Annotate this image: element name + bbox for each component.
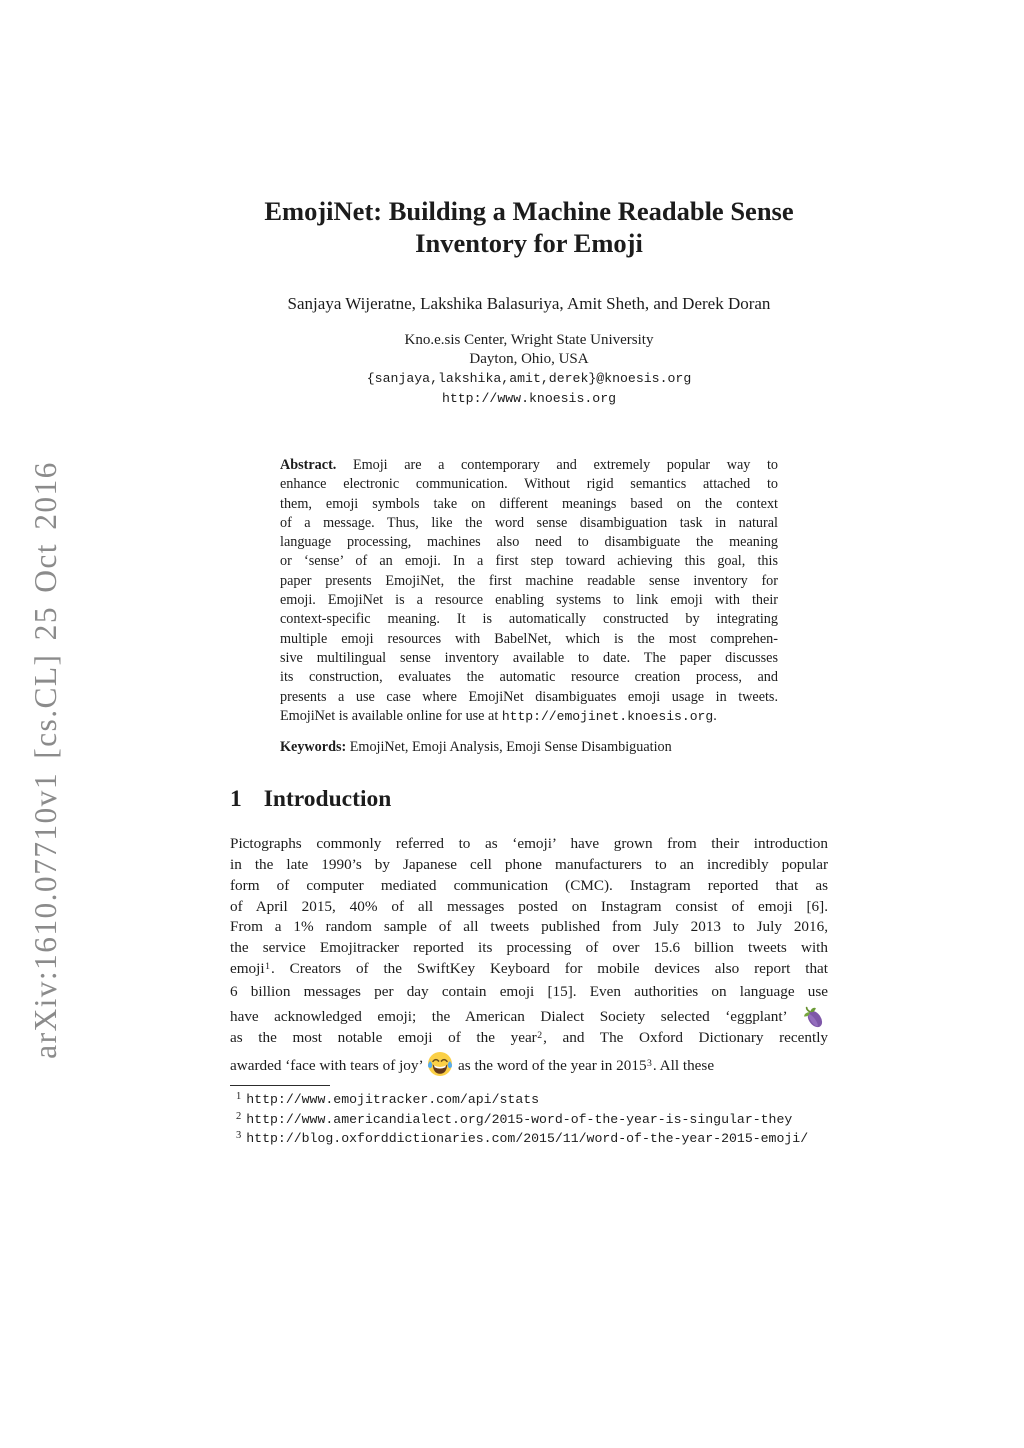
section-title: Introduction [263,786,392,812]
url-link[interactable]: http://emojinet.knoesis.org [501,708,714,724]
intro-line [230,1003,828,1028]
abstract-line [280,475,778,494]
footnotes-block [230,1091,830,1150]
text-segment: emoji. EmojiNet is a resource enabling systems to link emoji with their [280,592,778,609]
footnote-number: 2 [236,1110,242,1122]
introduction-paragraph [230,834,828,1079]
text-segment: enhance electronic communication. Without rigid semantics attached to [280,476,778,493]
abstract-line [280,649,778,668]
text-segment: form of computer mediated communication (CMC). Instagram reported that as [230,876,828,894]
text-segment: . [713,707,717,724]
text-segment: . All these [652,1057,715,1075]
footnote-item [230,1091,830,1111]
text-segment: EmojiNet, Emoji Analysis, Emoji Sense Disambiguation [346,739,672,755]
text-segment: sive multilingual sense inventory available to date. The paper discusses [280,649,778,666]
text-segment: them, emoji symbols take on different meanings based on the context [280,495,778,512]
footnote-number: 3 [236,1130,242,1142]
text-segment: From a 1% random sample of all tweets published from July 2013 to July 2016, [230,918,828,936]
keywords-line [280,739,800,756]
text-segment: the service Emojitracker reported its processing of over 15.6 billion tweets with [230,939,828,957]
text-segment: of a message. Thus, like the word sense disambiguation task in natural [280,514,778,531]
footnote-url[interactable]: http://blog.oxforddictionaries.com/2015/11/word-of-the-year-2015-emoji/ [246,1131,809,1147]
text-segment: paper presents EmojiNet, the first machine readable sense inventory for [280,572,778,589]
abstract-line [280,533,778,552]
footnote-url[interactable]: http://www.emojitracker.com/api/stats [246,1092,540,1107]
intro-line [230,876,828,897]
text-segment: awarded ‘face with tears of joy’ [230,1057,427,1075]
title-line-2: Inventory for Emoji [415,228,643,258]
footnote-marker: 2 [537,1029,543,1041]
footnote-item [230,1130,830,1150]
authors-line: Sanjaya Wijeratne, Lakshika Balasuriya, Amit Sheth, and Derek Doran [287,294,771,313]
abstract-line [280,668,778,687]
text-segment: as the most notable emoji of the year [230,1028,537,1046]
intro-line [230,917,828,938]
joy-emoji [426,1050,454,1077]
abstract-line [280,514,778,533]
abstract-line [280,688,778,707]
footnote-url[interactable]: http://www.americandialect.org/2015-word-of-the-year-is-singular-they [246,1111,793,1127]
abstract-line [280,630,778,649]
abstract-line [280,552,778,571]
text-segment: in the late 1990’s by Japanese cell phone manufacturers to an incredibly popular [230,855,828,873]
abstract-line [280,591,778,610]
arxiv-watermark: arXiv:1610.07710v1 [cs.CL] 25 Oct 2016 [28,461,63,1059]
section-number: 1 [230,786,242,812]
text-segment: emoji [230,960,265,978]
text-segment: of April 2015, 40% of all messages posted on Instagram consist of emoji [6]. [230,897,828,915]
text-segment: Keywords: [280,739,347,755]
text-segment: multiple emoji resources with BabelNet, which is the most comprehen- [280,630,778,647]
abstract-line [280,610,778,629]
eggplant-emoji [802,1003,828,1027]
text-segment: . Creators of the SwiftKey Keyboard for mobile devices also report that [270,960,828,978]
abstract-line [280,495,778,514]
footnote-marker: 1 [265,960,270,972]
text-segment: its construction, evaluates the automatic resource creation process, and [280,669,778,686]
abstract-line [280,456,778,475]
text-segment: Pictographs commonly referred to as ‘emoji’ have grown from their introduction [230,835,828,852]
intro-line [230,959,828,982]
abstract-line [280,707,778,726]
abstract-block [280,456,778,726]
email-line: {sanjaya,lakshika,amit,derek}@knoesis.org [366,371,692,387]
institution-line: Kno.e.sis Center, Wright State University [404,332,654,348]
intro-line [230,855,828,876]
text-segment: language processing, machines also need to disambiguate the meaning [280,534,778,551]
text-segment: EmojiNet is available online for use at [280,707,502,724]
intro-line [230,938,828,959]
website-link[interactable]: http://www.knoesis.org [441,390,617,406]
text-segment: presents a use case where EmojiNet disambiguates emoji usage in tweets. [280,688,778,705]
text-segment: as the word of the year in 2015 [454,1057,647,1075]
intro-line [230,1050,828,1079]
intro-line [230,834,828,855]
text-segment: , and The Oxford Dictionary recently [543,1028,829,1046]
text-segment: or ‘sense’ of an emoji. In a first step toward achieving this goal, this [280,553,778,570]
paper-title [34,195,1024,259]
abstract-line [280,572,778,591]
text-segment: context-specific meaning. It is automatically constructed by integrating [280,611,778,628]
text-segment: have acknowledged emoji; the American Dialect Society selected ‘eggplant’ [230,1007,802,1025]
title-line-1: EmojiNet: Building a Machine Readable Sense [264,196,794,226]
intro-line [230,897,828,918]
text-segment: Emoji are a contemporary and extremely popular way to [336,457,778,473]
footnote-marker: 3 [647,1058,652,1070]
intro-line [230,1028,828,1051]
location-line: Dayton, Ohio, USA [469,351,589,368]
footnote-number: 1 [236,1091,242,1102]
affiliation-block [34,331,1024,408]
footnote-item [230,1111,830,1131]
text-segment: 6 billion messages per day contain emoji [15]. Even authorities on language use [230,982,828,1000]
intro-line [230,982,828,1003]
footnote-rule [230,1085,330,1086]
section-heading [230,786,391,813]
keywords-line [280,739,800,756]
text-segment: Abstract. [280,457,337,473]
